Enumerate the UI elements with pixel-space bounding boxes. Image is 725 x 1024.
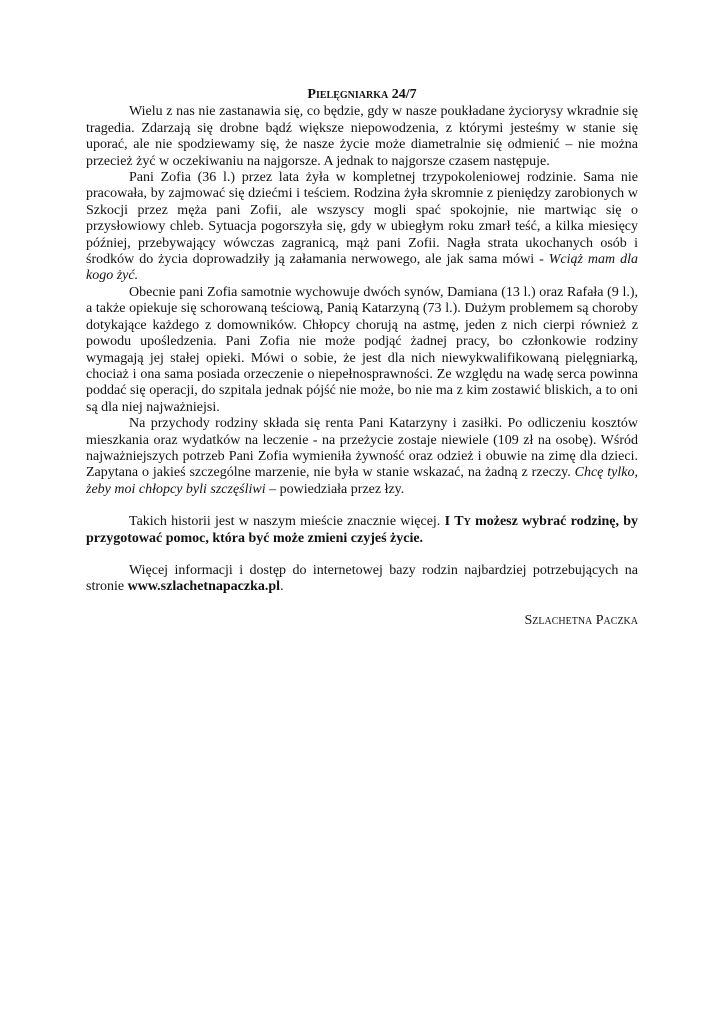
paragraph-tail: – powiedziała przez łzy. xyxy=(265,481,405,497)
document-page xyxy=(86,87,638,629)
paragraph-call-to-action xyxy=(86,514,638,547)
bold-text: możesz wybrać rodzinę, by przygotować pomoc, która być może zmieni czyjeś życie. xyxy=(86,514,639,546)
paragraph-family: Obecnie pani Zofia samotnie wychowuje dwóch synów, Damiana (13 l.) oraz Rafała (9 l.), a także opiekuje się schorowaną teściową, Panią Katarzyną (73 l.). Dużym problemem są choroby dotykające każdego z domowników. Chłopcy chorują na astmę, jeden z nich cierpi również z powodu upośledzenia. Pani Zofia nie może podjąć żadnej pracy, bo członkowie rodziny wymagają jej stałej opieki. Mówi o sobie, że jest dla nich niewykwalifikowaną pielęgniarką, chociaż i ona sama posiada orzeczenie o niepełnosprawności. Ze względu na wadę serca powinna poddać się operacji, do szpitala jednak pójść nie może, bo nie ma z kim zostawić bliskich, a to oni są dla niej najważniejsi. xyxy=(86,284,638,415)
bold-text: I xyxy=(444,514,455,530)
paragraph-intro: Wielu z nas nie zastanawia się, co będzie, gdy w nasze poukładane życiorysy wkradnie się tragedia. Zdarzają się drobne bądź większe niepowodzenia, z którymi jesteśmy w stanie się uporać, ale nie spodziewamy się, że nasze życie może diametralnie się odmienić – nie można przecież żyć w oczekiwaniu na najgorsze. A jednak to najgorsze czasem następuje. xyxy=(86,104,638,169)
paragraph-zofia-story xyxy=(86,170,638,285)
paragraph-text: Na przychody rodziny składa się renta Pani Katarzyny i zasiłki. Po odliczeniu kosztów mieszkania oraz wydatków na leczenie - na przeżycie zostaje niewiele (109 zł na osobę). Wśród najważniejszych potrzeb Pani Zofia wymieniła żywność oraz odzież i obuwie na zimę dla dzieci. Zapytana o jakieś szczególne marzenie, nie była w stanie wskazać, na żadną z rzeczy. xyxy=(86,416,638,481)
quote-text: Chcę tylko, żeby moi chłopcy byli szczęśliwi xyxy=(86,465,638,497)
paragraph-text: Takich historii jest w naszym mieście znacznie więcej. xyxy=(129,514,445,530)
page-title: Pielęgniarka 24/7 xyxy=(307,87,417,102)
paragraph-end: . xyxy=(280,579,284,595)
paragraph-text: Więcej informacji i dostęp do internetowej bazy rodzin najbardziej potrzebujących na stronie xyxy=(86,562,638,595)
paragraph-income xyxy=(86,416,638,498)
quote-text: Wciąż mam dla kogo żyć. xyxy=(86,252,638,284)
signature: Szlachetna Paczka xyxy=(524,612,638,628)
paragraph-text: Pani Zofia (36 l.) przez lata żyła w kompletnej trzypokoleniowej rodzinie. Sama nie pracowała, by zajmować się dziećmi i teściem. Rodzina żyła skromnie z pieniędzy zarobionych w Szkocji przez męża pani Zofii, ale wszyscy mogli spać spokojnie, nie martwiąc się o przysłowiowy chleb. Sytuacja pogorszyła się, gdy w ubiegłym roku zmarł teść, a kilka miesięcy później, przebywający wówczas zagranicą, mąż pani Zofii. Nagła strata ukochanych osób i środków do życia doprowadziły ją załamania nerwowego, ale jak sama mówi - xyxy=(86,170,638,268)
website-link[interactable]: www.szlachetnapaczka.pl xyxy=(127,579,281,595)
paragraph-more-info xyxy=(86,563,638,596)
bold-ty: Ty xyxy=(454,514,471,530)
